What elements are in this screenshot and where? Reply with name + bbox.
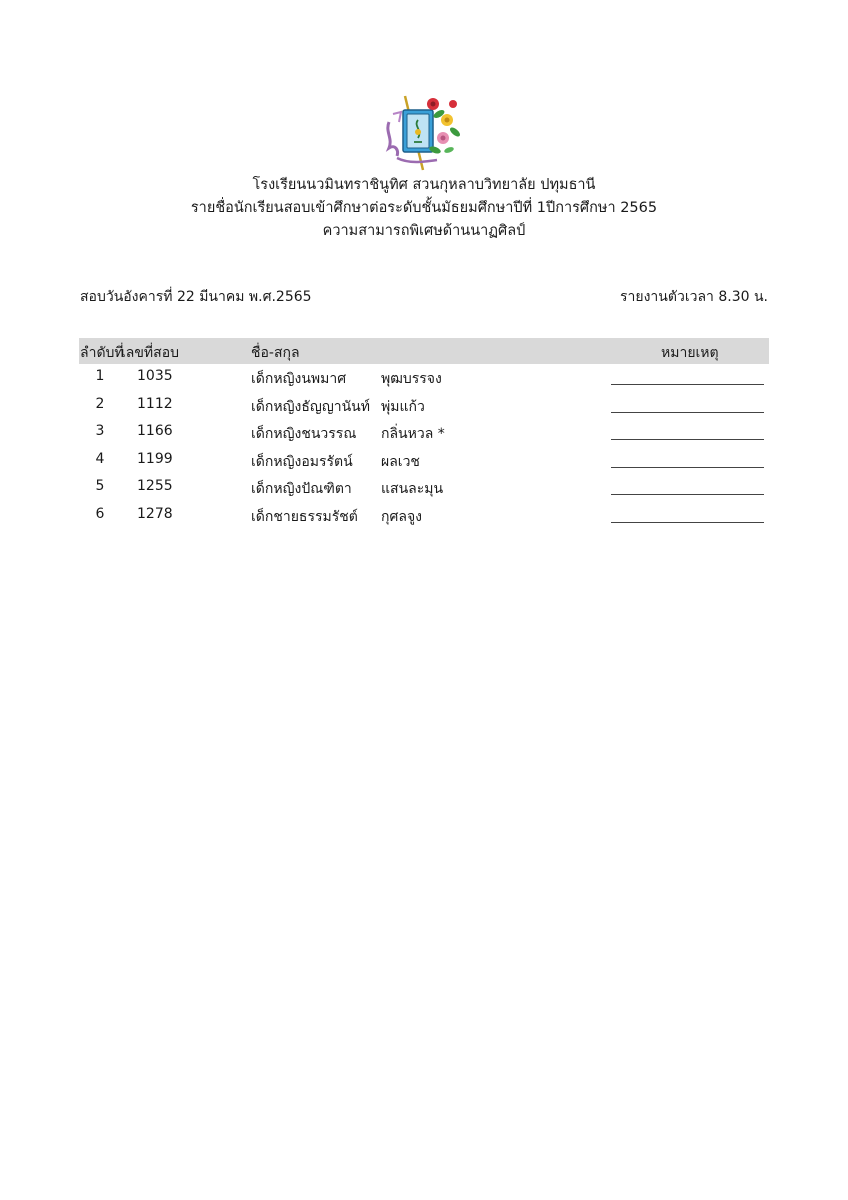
header-exam-no: เลขที่สอบ <box>121 345 180 361</box>
row-first-name: เด็กหญิงปัณฑิตา <box>251 481 352 497</box>
remark-line <box>611 412 764 413</box>
table-header <box>79 338 769 364</box>
report-time: รายงานตัวเวลา 8.30 น. <box>620 289 768 305</box>
table-row <box>79 419 769 447</box>
row-exam-no: 1199 <box>137 450 173 467</box>
exam-date: สอบวันอังคารที่ 22 มีนาคม พ.ศ.2565 <box>80 289 312 305</box>
row-order: 2 <box>95 395 105 412</box>
remark-line <box>611 439 764 440</box>
row-first-name: เด็กหญิงชนวรรณ <box>251 426 357 442</box>
remark-line <box>611 494 764 495</box>
remark-line <box>611 467 764 468</box>
header-order: ลำดับที่ <box>80 345 124 361</box>
row-order: 6 <box>95 505 105 522</box>
table-row <box>79 474 769 502</box>
row-exam-no: 1255 <box>137 478 173 494</box>
table-row <box>79 392 769 420</box>
header-remark: หมายเหตุ <box>661 345 719 361</box>
document-title <box>0 174 848 243</box>
row-last-name: พุ่มแก้ว <box>381 398 425 415</box>
remark-line <box>611 384 764 385</box>
school-name: โรงเรียนนวมินทราชินูทิศ สวนกุหลาบวิทยาลัย ปทุมธานี <box>252 177 596 193</box>
row-first-name: เด็กหญิงอมรรัตน์ <box>251 453 353 470</box>
row-last-name: กุศลจูง <box>381 508 422 525</box>
table-row <box>79 447 769 475</box>
table-row <box>79 502 769 530</box>
candidate-table <box>79 338 769 529</box>
header-name: ชื่อ-สกุล <box>251 345 300 361</box>
remark-line <box>611 522 764 523</box>
exam-category: ความสามารถพิเศษด้านนาฏศิลป์ <box>322 223 526 239</box>
school-emblem-icon <box>383 92 465 174</box>
row-exam-no: 1035 <box>137 368 173 384</box>
row-exam-no: 1166 <box>137 423 173 439</box>
row-last-name: แสนละมุน <box>381 481 444 497</box>
row-exam-no: 1278 <box>137 505 173 522</box>
row-order: 4 <box>95 450 105 467</box>
row-first-name: เด็กชายธรรมรัชต์ <box>251 508 358 525</box>
row-order: 1 <box>95 368 105 384</box>
row-last-name: พุฒบรรจง <box>381 371 442 387</box>
row-first-name: เด็กหญิงนพมาศ <box>251 371 347 387</box>
row-first-name: เด็กหญิงธัญญานันท์ <box>251 398 370 415</box>
table-row <box>79 364 769 392</box>
row-last-name: ผลเวช <box>381 453 420 470</box>
row-order: 3 <box>95 423 105 439</box>
row-last-name: กลิ่นหวล * <box>381 426 445 442</box>
exam-title: รายชื่อนักเรียนสอบเข้าศึกษาต่อระดับชั้นมัธยมศึกษาปีที่ 1ปีการศึกษา 2565 <box>190 200 658 216</box>
row-exam-no: 1112 <box>137 395 173 412</box>
row-order: 5 <box>95 478 105 494</box>
